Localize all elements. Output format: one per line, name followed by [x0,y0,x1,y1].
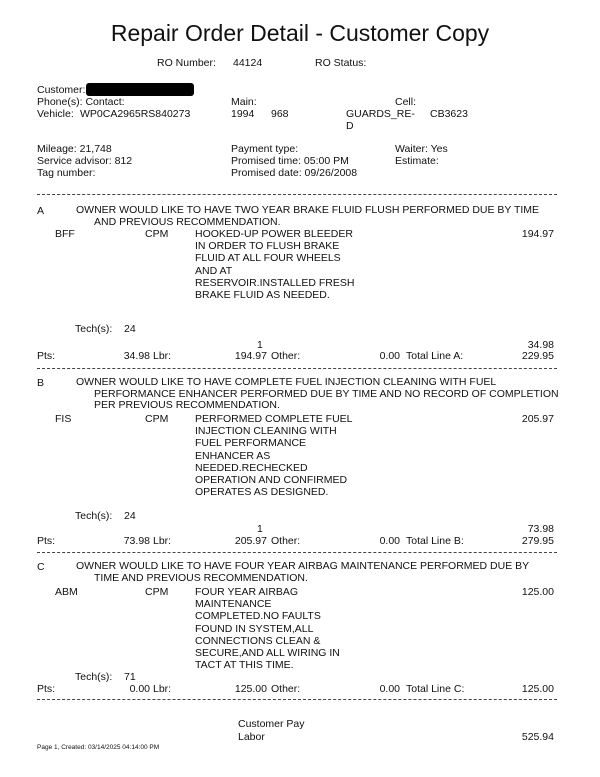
pts-label: Pts: [37,350,56,362]
total-line-value: 279.95 [521,535,554,547]
customer-label: Customer: [37,84,86,96]
pay-type: CPM [145,586,169,598]
cell-label: Cell: [395,96,417,108]
line-letter: A [37,205,45,217]
ro-number-label: RO Number: [157,57,216,69]
service-advisor: Service advisor: 812 [37,155,133,167]
line-description: OWNER WOULD LIKE TO HAVE FOUR YEAR AIRBAG MAINTENANCE PERFORMED DUE BY TIME AND PREVIOUS RECOMMENDATION. [76,560,529,584]
customer-pay-heading: Customer Pay [238,718,305,730]
page-title: Repair Order Detail - Customer Copy [110,20,490,46]
separator [37,194,557,198]
lbr-value: 194.97 [234,350,267,362]
total-line-label: Total Line C: [406,683,465,695]
tech-number: 71 [124,671,136,683]
line-description: OWNER WOULD LIKE TO HAVE TWO YEAR BRAKE FLUID FLUSH PERFORMED DUE BY TIME AND PREVIOUS RECOMMENDATION. [76,204,540,228]
vehicle-label: Vehicle: [37,108,74,120]
total-line-value: 229.95 [521,350,554,362]
parts-amount: 34.98 [527,339,554,351]
ro-status-label: RO Status: [315,57,367,69]
lbr-value: 205.97 [234,535,267,547]
op-code: BFF [55,228,75,240]
promised-date: Promised date: 09/26/2008 [231,167,358,179]
pts-value: 34.98 [123,350,150,362]
line-letter: B [37,377,45,389]
ro-number: 44124 [233,57,263,69]
separator [37,552,557,556]
tag-number: Tag number: [37,167,96,179]
labor-summary-label: Labor [238,731,265,743]
tech-number: 24 [124,323,136,335]
tech-story: PERFORMED COMPLETE FUEL INJECTION CLEANING WITH FUEL PERFORMANCE ENHANCER AS NEEDED.RECHECKED OPERATION AND CONFIRMED OPERATES AS DESIGNED. [195,413,353,499]
other-value: 0.00 [379,535,400,547]
line-description: OWNER WOULD LIKE TO HAVE COMPLETE FUEL INJECTION CLEANING WITH FUEL PERFORMANCE ENHANCER PERFORMED DUE BY TIME AND NO RECORD OF COMPLETION PER PREVIOUS RECOMMENDATION. [76,376,559,411]
line-letter: C [37,561,45,573]
tech-label: Tech(s): [75,510,113,522]
parts-qty: 1 [257,523,263,535]
payment-type: Payment type: [231,143,299,155]
tech-label: Tech(s): [75,671,113,683]
tech-story: HOOKED-UP POWER BLEEDER IN ORDER TO FLUSH BRAKE FLUID AT ALL FOUR WHEELS AND AT RESERVOIR.INSTALLED FRESH BRAKE FLUID AS NEEDED. [195,228,355,302]
labor-amount: 125.00 [521,586,554,598]
lbr-label: Lbr: [153,535,172,547]
op-code: FIS [55,413,72,425]
labor-summary-total: 525.94 [521,731,554,743]
pay-type: CPM [145,413,169,425]
pts-value: 73.98 [123,535,150,547]
main-phone-label: Main: [231,96,257,108]
redaction-bar [86,83,194,96]
pay-type: CPM [145,228,169,240]
pts-value: 0.00 [129,683,150,695]
tech-label: Tech(s): [75,323,113,335]
estimate: Estimate: [395,155,439,167]
waiter: Waiter: Yes [395,143,448,155]
other-label: Other: [271,350,301,362]
labor-amount: 205.97 [521,413,554,425]
total-line-value: 125.00 [521,683,554,695]
mileage: Mileage: 21,748 [37,143,112,155]
tech-story: FOUR YEAR AIRBAG MAINTENANCE COMPLETED.NO FAULTS FOUND IN SYSTEM,ALL CONNECTIONS CLEAN & SECURE,AND ALL WIRING IN TACT AT THIS TIME. [195,586,340,672]
total-line-label: Total Line B: [406,535,464,547]
op-code: ABM [55,586,78,598]
other-value: 0.00 [379,350,400,362]
vehicle-year: 1994 [231,108,255,120]
lbr-label: Lbr: [153,683,172,695]
total-line-label: Total Line A: [406,350,464,362]
vehicle-color-cont: D [346,120,354,132]
pts-label: Pts: [37,535,56,547]
parts-qty: 1 [257,339,263,351]
pts-label: Pts: [37,683,56,695]
page-footer: Page 1, Created: 03/14/2025 04:14:00 PM [37,744,160,751]
tech-number: 24 [124,510,136,522]
promised-time: Promised time: 05:00 PM [231,155,349,167]
vehicle-vin: WP0CA2965RS840273 [80,108,191,120]
separator [37,699,557,703]
other-label: Other: [271,535,301,547]
other-label: Other: [271,683,301,695]
vehicle-model: 968 [271,108,289,120]
parts-amount: 73.98 [527,523,554,535]
separator [37,368,557,372]
phones-label: Phone(s): Contact: [37,96,125,108]
lbr-label: Lbr: [153,350,172,362]
vehicle-color: GUARDS_RE- [346,108,415,120]
vehicle-plate: CB3623 [430,108,468,120]
labor-amount: 194.97 [521,228,554,240]
lbr-value: 125.00 [234,683,267,695]
other-value: 0.00 [379,683,400,695]
